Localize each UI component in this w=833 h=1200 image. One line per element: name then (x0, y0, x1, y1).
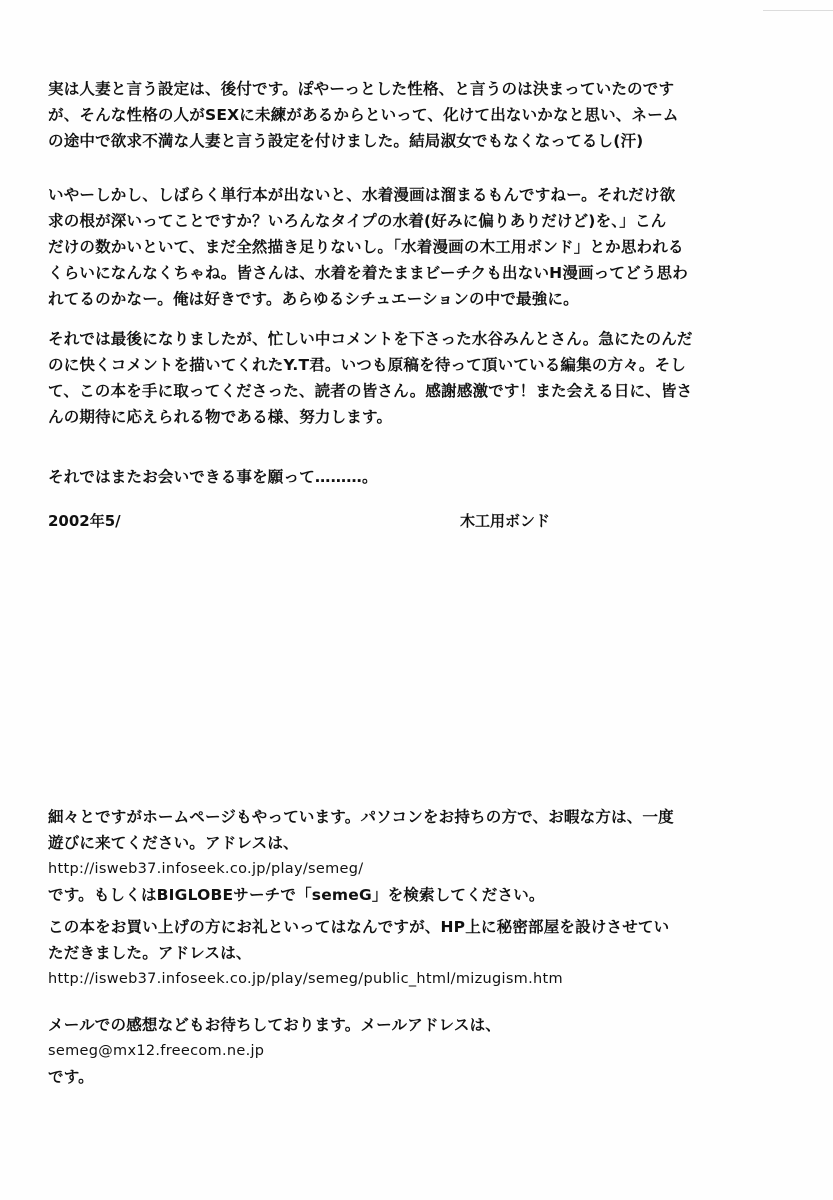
text-line: メールでの感想などもお待ちしております。メールアドレスは、 (48, 1016, 501, 1034)
afterword-paragraph-1 (48, 76, 748, 154)
afterword-paragraph-2 (48, 182, 748, 312)
text-line: この本をお買い上げの方にお礼といってはなんですが、HP上に秘密部屋を設けさせてい (48, 918, 670, 936)
homepage-url[interactable]: http://isweb37.infoseek.co.jp/play/semeg/ (48, 861, 364, 877)
text-line: だけの数かいといて、まだ全然描き足りないし。「水着漫画の木工用ボンド」とか思われる (48, 238, 684, 256)
text-line: くらいになんなくちゃね。皆さんは、水着を着たままビーチクも出ないH漫画ってどう思わ (48, 264, 688, 282)
secret-room-url[interactable]: http://isweb37.infoseek.co.jp/play/semeg/public_html/mizugism.htm (48, 971, 563, 987)
secret-room-info (48, 914, 748, 992)
author-name: 木工用ボンド (460, 512, 551, 530)
text-line: 遊びに来てください。アドレスは、 (48, 834, 299, 852)
text-line: です。 (48, 1068, 94, 1086)
date-text: 2002年5/ (48, 512, 121, 530)
text-line: です。もしくはBIGLOBEサーチで「semeG」を検索してください。 (48, 886, 545, 904)
mail-address[interactable]: semeg@mx12.freecom.ne.jp (48, 1043, 265, 1059)
text-line: それでは最後になりましたが、忙しい中コメントを下さった水谷みんとさん。急にたのんだ (48, 330, 693, 348)
text-line: が、そんな性格の人がSEXに未練があるからといって、化けて出ないかなと思い、ネーム (48, 106, 679, 124)
text-line: のに快くコメントを描いてくれたY.T君。いつも原稿を待って頂いている編集の方々。そし (48, 356, 687, 374)
text-line: 実は人妻と言う設定は、後付です。ぽやーっとした性格、と言うのは決まっていたのです (48, 80, 675, 98)
text-line: れてるのかなー。俺は好きです。あらゆるシチュエーションの中で最強に。 (48, 290, 579, 308)
page-edge-line (763, 0, 833, 11)
text-line: 求の根が深いってことですか？いろんなタイプの水着(好みに偏りありだけど)を、」こん (48, 212, 667, 230)
text-line: ただきました。アドレスは、 (48, 944, 252, 962)
afterword-paragraph-3 (48, 326, 748, 430)
afterword-closing (48, 464, 748, 490)
text-line: 細々とですがホームページもやっています。パソコンをお持ちの方で、お暇な方は、一度 (48, 808, 674, 826)
mail-info (48, 1012, 748, 1090)
text-line: それではまたお会いできる事を願って………。 (48, 468, 378, 486)
text-line: いやーしかし、しばらく単行本が出ないと、水着漫画は溜まるもんですねー。それだけ欲 (48, 186, 676, 204)
text-line: て、この本を手に取ってくださった、読者の皆さん。感謝感激です！また会える日に、皆さ (48, 382, 693, 400)
text-line: んの期待に応えられる物である様、努力します。 (48, 408, 393, 426)
text-line: の途中で欲求不満な人妻と言う設定を付けました。結局淑女でもなくなってるし(汗) (48, 132, 644, 150)
homepage-info (48, 804, 748, 908)
